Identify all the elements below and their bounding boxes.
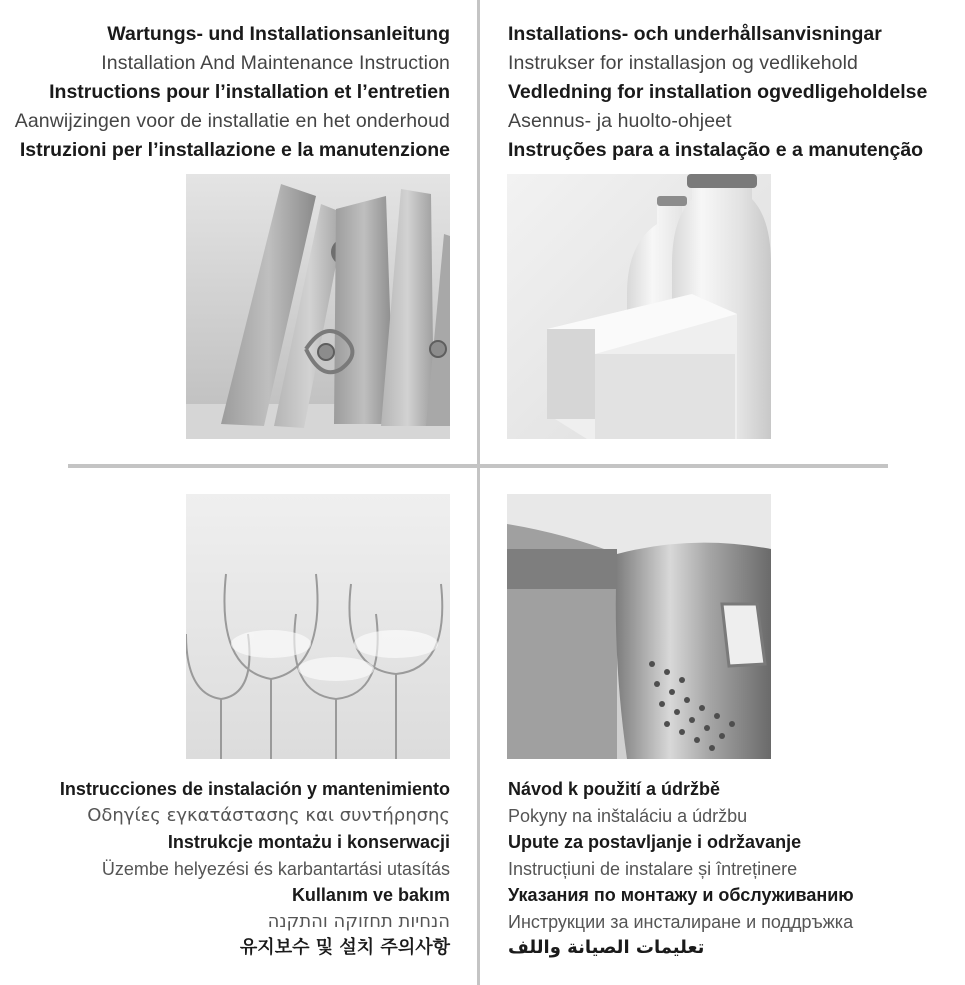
title-russian: Указания по монтажу и обслуживанию bbox=[508, 885, 854, 905]
title-bulgarian: Инструкции за инсталиране и поддръжка bbox=[508, 911, 854, 932]
title-romanian: Instrucțiuni de instalare și întreținere bbox=[508, 858, 798, 879]
wine-glasses-photo bbox=[186, 494, 450, 759]
title-arabic: تعليمات الصيانة واللف bbox=[508, 937, 705, 958]
vertical-divider bbox=[477, 0, 480, 985]
title-spanish: Instrucciones de instalación y mantenimiento bbox=[59, 779, 450, 799]
title-swedish: Installations- och underhållsanvisningar bbox=[508, 23, 882, 45]
title-german: Wartungs- und Installationsanleitung bbox=[107, 23, 450, 45]
title-hebrew: הנחיות תחזוקה והתקנה bbox=[267, 910, 450, 932]
title-hungarian: Üzembe helyezési és karbantartási utasítás bbox=[101, 858, 450, 879]
top-left-titles bbox=[15, 20, 450, 165]
title-slovak: Pokyny na inštaláciu a údržbu bbox=[508, 805, 748, 826]
title-korean: 유지보수 및 설치 주의사항 bbox=[239, 937, 450, 958]
title-danish: Vedledning for installation ogvedligeholdelse bbox=[508, 81, 928, 103]
bottom-left-titles bbox=[60, 776, 450, 962]
title-finnish: Asennus- ja huolto-ohjeet bbox=[508, 110, 732, 132]
milk-bottles-photo bbox=[507, 174, 771, 439]
top-right-titles bbox=[508, 20, 927, 165]
bottom-right-titles bbox=[508, 776, 854, 962]
title-english: Installation And Maintenance Instruction bbox=[101, 52, 450, 74]
clothes-pegs-photo bbox=[186, 174, 450, 439]
title-greek: Οδηγίες εγκατάστασης και συντήρησης bbox=[87, 804, 450, 826]
title-dutch: Aanwijzingen voor de installatie en het onderhoud bbox=[14, 110, 450, 132]
title-french: Instructions pour l’installation et l’entretien bbox=[49, 81, 450, 103]
title-italian: Istruzioni per l’installazione e la manutenzione bbox=[19, 139, 450, 161]
title-polish: Instrukcje montażu i konserwacji bbox=[167, 832, 450, 852]
title-turkish: Kullanım ve bakım bbox=[291, 885, 450, 905]
title-czech: Návod k použití a údržbě bbox=[508, 779, 721, 799]
horizontal-divider bbox=[68, 464, 888, 468]
title-portuguese: Instruções para a instalação e a manutenção bbox=[508, 139, 924, 161]
title-norwegian: Instrukser for installasjon og vedlikehold bbox=[508, 52, 858, 74]
colander-photo bbox=[507, 494, 771, 759]
title-croatian: Upute za postavljanje i održavanje bbox=[508, 832, 802, 852]
